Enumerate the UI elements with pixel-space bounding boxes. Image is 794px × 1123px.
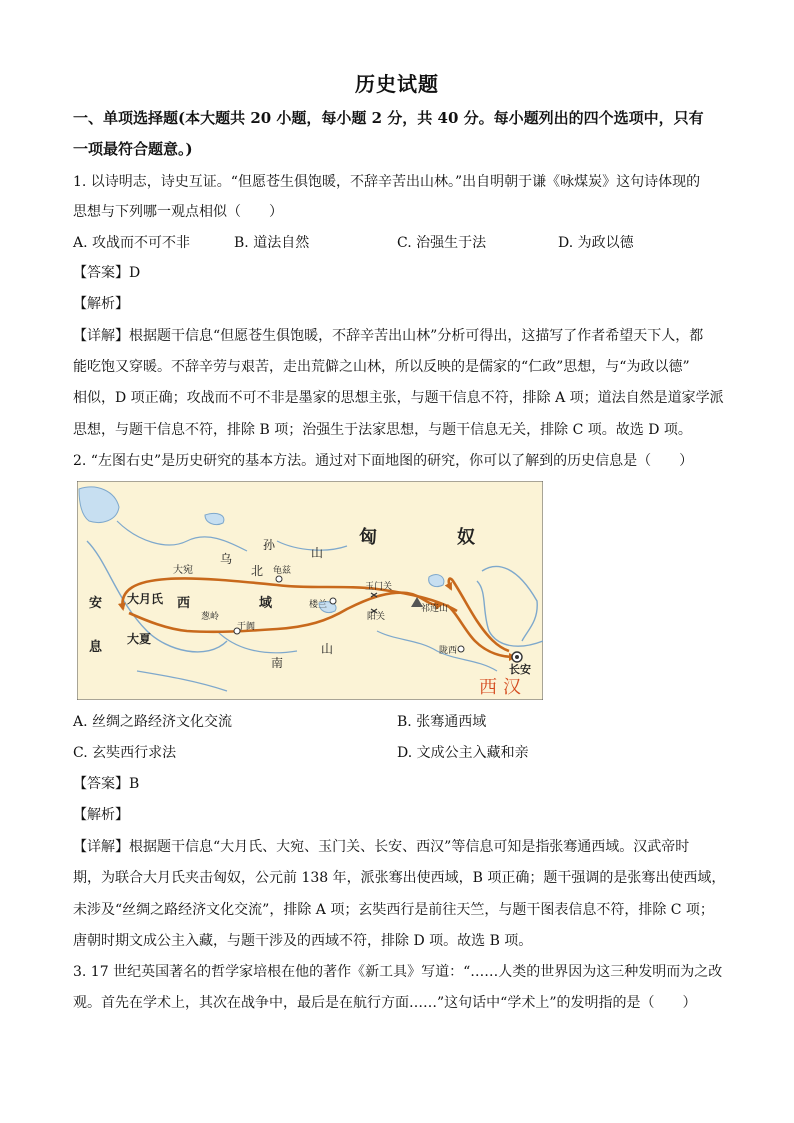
map-label-yutian: 于阗	[237, 622, 256, 632]
loulan-marker	[330, 598, 336, 604]
map-label-longxi: 陇西	[439, 646, 458, 656]
q2-analysis-label: 【解析】	[73, 807, 129, 823]
silk-road-map	[77, 481, 543, 700]
q2-detail-line: 未涉及“丝绸之路经济文化交流”，排除 A 项；玄奘西行是前往天竺，与题干图表信息不符，排除 C 项；	[73, 902, 714, 918]
q1-option-d: D. 为政以德	[558, 235, 634, 251]
q2-stem: 2. “左图右史”是历史研究的基本方法。通过对下面地图的研究，你可以了解到的历史信息是（ ）	[73, 453, 694, 469]
map-label-congling: 葱岭	[201, 612, 220, 622]
map-label-bei: 北	[251, 564, 264, 578]
map-label-yumenguan: 玉门关	[365, 582, 393, 592]
map-label-xiyu2: 域	[259, 596, 273, 611]
map-label-xihan: 西汉	[479, 677, 527, 698]
q2-option-a: A. 丝绸之路经济文化交流	[73, 714, 233, 730]
q3-stem-line2: 观。首先在学术上，其次在战争中，最后是在航行方面……”这句话中“学术上”的发明指的是（ ）	[73, 995, 697, 1011]
map-label-shan: 山	[311, 546, 324, 560]
q1-option-c: C. 治强生于法	[397, 235, 487, 251]
map-label-guizi: 龟兹	[273, 566, 292, 576]
map-label-xiyu1: 西	[177, 596, 191, 611]
page-title: 历史试题	[355, 72, 439, 96]
map-label-an: 安	[89, 596, 103, 611]
q1-detail-line: 【详解】根据题干信息“但愿苍生俱饱暖，不辞辛苦出山林”分析可得出，这描写了作者希望天下人，都	[73, 328, 704, 344]
map-label-dawan: 大宛	[173, 565, 193, 576]
q1-option-b: B. 道法自然	[234, 235, 310, 251]
q2-option-d: D. 文成公主入藏和亲	[397, 745, 529, 761]
q1-detail-line: 相似，D 项正确；攻战而不可不非是墨家的思想主张，与题干信息不符，排除 A 项；道法自然是道家学派	[73, 390, 724, 406]
map-label-sun: 孙	[263, 538, 276, 552]
q2-answer: 【答案】B	[73, 776, 140, 792]
guizi-marker	[276, 576, 282, 582]
q3-stem-line1: 3. 17 世纪英国著名的哲学家培根在他的著作《新工具》写道：“……人类的世界因为这三种发明而为之改	[73, 964, 723, 980]
q1-analysis-label: 【解析】	[73, 296, 129, 312]
q1-detail-line: 能吃饱又穿暖。不辞辛劳与艰苦，走出荒僻之山林，所以反映的是儒家的“仁政”思想，与“为政以德”	[73, 359, 690, 375]
map-label-loulan: 楼兰	[309, 600, 328, 610]
map-label-xiongnu1: 匈	[359, 527, 377, 548]
map-label-shan2: 山	[321, 642, 334, 656]
section-heading-line1: 一、单项选择题(本大题共 20 小题，每小题 2 分，共 40 分。每小题列出的四个选项中，只有	[73, 109, 704, 127]
q1-answer: 【答案】D	[73, 265, 141, 281]
map-label-changan: 长安	[509, 663, 531, 676]
q1-option-a: A. 攻战而不可不非	[73, 235, 191, 251]
map-label-wu: 乌	[220, 552, 233, 566]
q2-option-b: B. 张骞通西域	[397, 714, 487, 730]
q1-stem-line1: 1. 以诗明志，诗史互证。“但愿苍生俱饱暖，不辞辛苦出山林。”出自明朝于谦《咏煤炭》这句诗体现的	[73, 174, 701, 190]
map-background	[77, 481, 543, 700]
q2-option-c: C. 玄奘西行求法	[73, 745, 177, 761]
lake	[429, 575, 444, 587]
longxi-marker	[458, 646, 464, 652]
section-heading-line2: 一项最符合题意。)	[73, 140, 193, 158]
q2-detail-line: 【详解】根据题干信息“大月氏、大宛、玉门关、长安、西汉”等信息可知是指张骞通西域。汉武帝时	[73, 839, 690, 855]
map-label-yangguan: 阳关	[367, 612, 386, 622]
map-label-nan: 南	[271, 656, 284, 670]
map-label-xi: 息	[89, 640, 103, 655]
q1-detail-line: 思想，与题干信息不符，排除 B 项；治强生于法家思想，与题干信息无关，排除 C 项。故选 D 项。	[73, 422, 692, 438]
q2-detail-line: 期，为联合大月氏夹击匈奴，公元前 138 年，派张骞出使西域，B 项正确；题干强调的是张骞出使西域，	[73, 870, 726, 886]
map-label-daxia: 大夏	[127, 632, 152, 646]
changan-marker-dot	[515, 655, 519, 659]
map-label-qilianshan: 祁连山	[421, 604, 449, 614]
map-label-dayuezhi: 大月氏	[127, 592, 164, 606]
map-label-xiongnu2: 奴	[457, 527, 475, 548]
q2-detail-line: 唐朝时期文成公主入藏，与题干涉及的西域不符，排除 D 项。故选 B 项。	[73, 933, 533, 949]
q1-stem-line2: 思想与下列哪一观点相似（ ）	[73, 204, 283, 220]
